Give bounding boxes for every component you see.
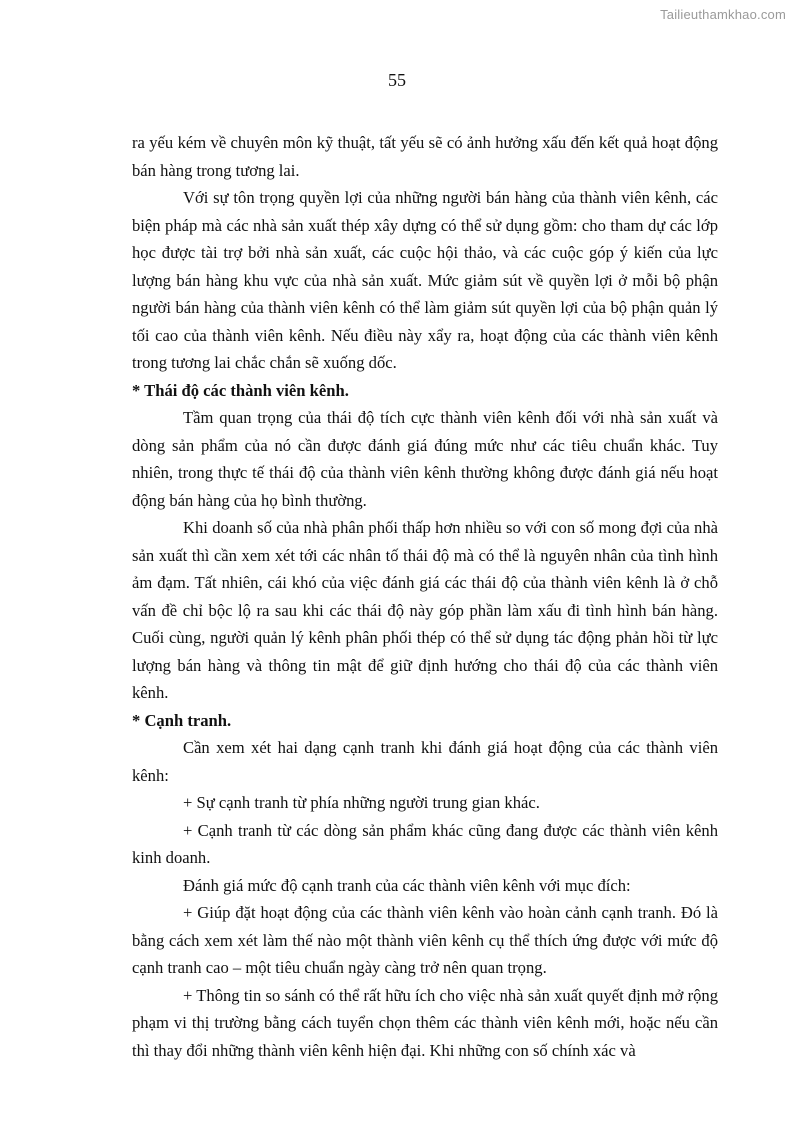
list-item-comparison-info: + Thông tin so sánh có thể rất hữu ích cho việc nhà sản xuất quyết định mở rộng phạm vi thị trường bằng cách tuyển chọn thêm các thành viên kênh mới, hoặc nếu cần thì thay đổi những thành viên kênh hiện đại. Khi những con số chính xác và — [132, 985, 718, 1060]
list-item-product-lines: + Cạnh tranh từ các dòng sản phẩm khác cũng đang được các thành viên kênh kinh doanh. — [132, 820, 718, 867]
paragraph-continuation: ra yếu kém về chuyên môn kỹ thuật, tất yếu sẽ có ảnh hưởng xấu đến kết quả hoạt động bán hàng trong tương lai. — [132, 133, 718, 180]
page-number: 55 — [388, 70, 406, 90]
list-item-intermediaries: + Sự cạnh tranh từ phía những người trung gian khác. — [183, 793, 540, 812]
paragraph-attitude-importance: Tầm quan trọng của thái độ tích cực thành viên kênh đối với nhà sản xuất và dòng sản phẩm của nó cần được đánh giá đúng mức như các tiêu chuẩn khác. Tuy nhiên, trong thực tế thái độ của thành viên kênh thường không được đánh giá nếu hoạt động bán hàng của họ bình thường. — [132, 408, 718, 510]
watermark: Tailieuthamkhao.com — [660, 7, 786, 22]
list-item-competitive-context: + Giúp đặt hoạt động của các thành viên kênh vào hoàn cảnh cạnh tranh. Đó là bằng cách xem xét làm thế nào một thành viên kênh cụ thể thích ứng được với mức độ cạnh tranh cao – một tiêu chuẩn ngày càng trở nên quan trọng. — [132, 903, 718, 977]
heading-attitude: * Thái độ các thành viên kênh. — [132, 380, 349, 400]
document-body — [132, 129, 718, 1064]
paragraph-rights: Với sự tôn trọng quyền lợi của những người bán hàng của thành viên kênh, các biện pháp mà các nhà sản xuất thép xây dựng có thể sử dụng gồm: cho tham dự các lớp học được tài trợ bởi nhà sản xuất, các cuộc hội thảo, và các cuộc góp ý kiến của lực lượng bán hàng khu vực của nhà sản xuất. Mức giảm sút về quyền lợi ở mỗi bộ phận người bán hàng của thành viên kênh có thể làm giảm sút quyền lợi của bộ phận quản lý tối cao của thành viên kênh. Nếu điều này xẩy ra, hoạt động của các thành viên kênh trong tương lai chắc chắn sẽ xuống dốc. — [132, 188, 718, 372]
paragraph-evaluation-purpose: Đánh giá mức độ cạnh tranh của các thành viên kênh với mục đích: — [183, 875, 631, 895]
paragraph-sales-decline: Khi doanh số của nhà phân phối thấp hơn nhiều so với con số mong đợi của nhà sản xuất thì cần xem xét tới các nhân tố thái độ mà có thể là nguyên nhân của tình hình ảm đạm. Tất nhiên, cái khó của việc đánh giá các thái độ của thành viên kênh là ở chỗ vấn đề chỉ bộc lộ ra sau khi các thái độ này góp phần làm xấu đi tình hình bán hàng. Cuối cùng, người quản lý kênh phân phối thép có thể sử dụng tác động phản hồi từ lực lượng bán hàng và thông tin mật để giữ định hướng cho thái độ của các thành viên kênh. — [132, 518, 718, 702]
heading-competition: * Cạnh tranh. — [132, 710, 232, 730]
paragraph-competition-types: Cần xem xét hai dạng cạnh tranh khi đánh giá hoạt động của các thành viên kênh: — [132, 738, 718, 785]
